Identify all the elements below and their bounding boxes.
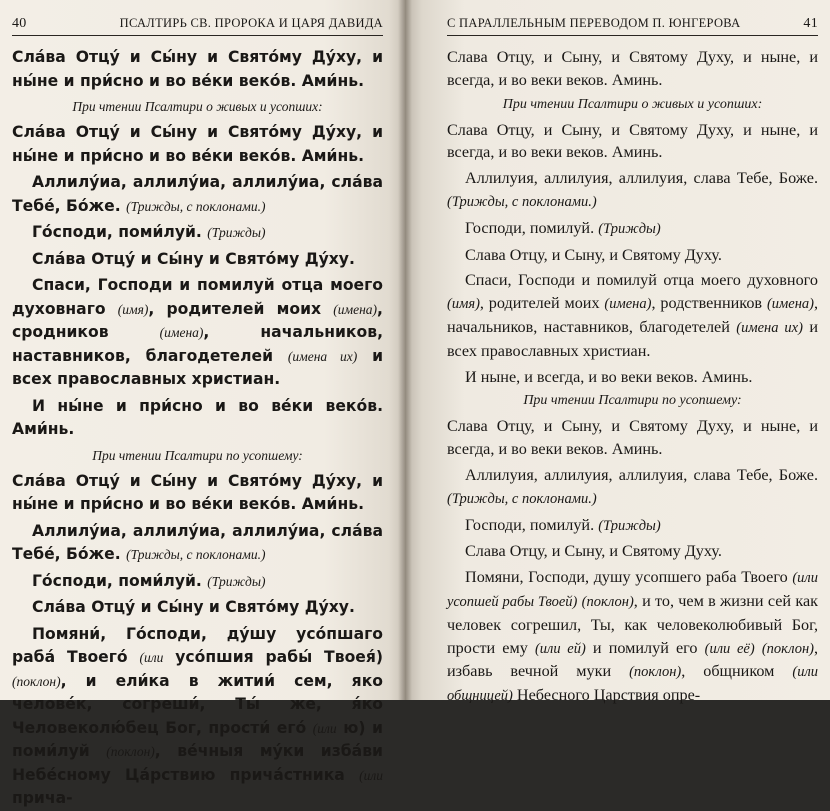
- right-paragraph-12: [447, 566, 818, 708]
- left-p6-note-1: (имя): [117, 301, 149, 317]
- right-p6-e: и всех православных христиан.: [447, 317, 818, 360]
- left-p12-note-1: (или: [139, 650, 164, 665]
- right-p9-text: Аллилуия, аллилуия, аллилуия, слава Тебе, Боже.: [465, 465, 818, 484]
- left-p6-b: , родителей моих: [148, 299, 322, 318]
- right-p12-note-7: (или общницей): [447, 664, 819, 705]
- right-page: [405, 0, 830, 705]
- right-paragraph-11: Слава Отцу, и Сыну, и Святому Духу.: [465, 542, 722, 561]
- left-p6-note-3: (имена): [159, 325, 204, 340]
- left-rubric-2: При чтении Псалтири по усопшему:: [92, 447, 303, 463]
- left-page: [0, 0, 405, 807]
- left-paragraph-8: Сла́ва Отцу́ и Сы́ну и Свято́му Ду́ху, и ны́не и при́сно и во ве́ки веко́в. Ами́нь.: [12, 471, 383, 513]
- left-p12-d: ю) и поми́луй: [12, 718, 383, 760]
- right-p6-c: , родственников: [651, 294, 763, 313]
- right-p12-note-5: (поклон): [761, 640, 814, 657]
- left-p3-note: (Трижды, с поклонами.): [126, 198, 266, 214]
- left-p12-f: прича-: [12, 789, 73, 807]
- right-paragraph-7: И ныне, и всегда, и во веки веков. Аминь.: [465, 367, 753, 386]
- right-p12-note-3: (или ей): [534, 640, 586, 657]
- left-p9-note: (Трижды, с поклонами.): [126, 547, 266, 562]
- right-rubric-1: При чтении Псалтири о живых и усопших:: [502, 96, 763, 112]
- right-p12-note-1: (или усопшей рабы Твоей): [447, 570, 818, 610]
- left-p12-a: Помяни́, Го́споди, ду́шу усо́пшаго раба́ Твоего́: [12, 624, 383, 666]
- right-p12-note-6: (поклон): [629, 664, 682, 681]
- right-p6-b: , родителей моих: [479, 294, 600, 313]
- left-p9-text: Аллилу́иа, аллилу́иа, аллилу́иа, сла́ва Тебе́, Бо́же.: [12, 521, 383, 563]
- left-paragraph-5: Сла́ва Отцу́ и Сы́ну и Свято́му Ду́ху.: [32, 249, 355, 268]
- right-paragraph-6: [447, 269, 818, 362]
- left-paragraph-7: И ны́не и при́сно и во ве́ки веко́в. Ами́нь.: [12, 396, 383, 438]
- left-paragraph-10: [12, 570, 383, 594]
- left-paragraph-2: Сла́ва Отцу́ и Сы́ну и Свято́му Ду́ху, и ны́не и при́сно и во ве́ки веко́в. Ами́нь.: [12, 123, 383, 165]
- right-p12-f: Небесного Царствия опре-: [516, 686, 701, 705]
- right-running-title: С ПАРАЛЛЕЛЬНЫМ ПЕРЕВОДОМ П. ЮНГЕРОВА: [447, 16, 741, 30]
- left-p12-e: , ве́чныя му́ки изба́ви Небе́сному Ца́рствию прича́стника: [12, 742, 383, 784]
- right-paragraph-8: Слава Отцу, и Сыну, и Святому Духу, и ныне, и всегда, и во веки веков. Аминь.: [447, 417, 818, 459]
- right-paragraph-1: Слава Отцу, и Сыну, и Святому Духу, и ныне, и всегда, и во веки веков. Аминь.: [447, 48, 818, 89]
- right-paragraph-10: [447, 514, 818, 538]
- right-p3-note: (Трижды, с поклонами.): [447, 193, 597, 210]
- right-p12-b: , и то, чем в жизни сей как человек согрешил, Ты, как человеколюбивый Бог, прости ему: [447, 591, 819, 657]
- right-page-number: 41: [803, 16, 818, 31]
- right-running-head: [447, 16, 818, 36]
- left-p6-note-2: (имена): [333, 301, 378, 317]
- right-p3-text: Аллилуия, аллилуия, аллилуия, слава Тебе, Боже.: [465, 169, 818, 188]
- left-paragraph-1: Сла́ва Отцу́ и Сы́ну и Свято́му Ду́ху, и ны́не и при́сно и во ве́ки веко́в. Ами́нь.: [12, 48, 383, 90]
- left-p4-text: Го́споди, поми́луй.: [32, 223, 202, 241]
- right-paragraph-3: [447, 167, 818, 214]
- right-p12-note-4: (или её): [704, 640, 755, 657]
- left-p10-note: (Трижды): [207, 573, 266, 589]
- right-paragraph-4: [447, 217, 818, 241]
- left-p12-b: усо́пшия рабы́ Твоея́): [175, 648, 383, 666]
- book-gutter-shadow: [398, 0, 412, 700]
- left-p3-text: Аллилу́иа, аллилу́иа, аллилу́иа, сла́ва Тебе́, Бо́же.: [12, 173, 383, 215]
- left-p4-note: (Трижды): [207, 225, 266, 240]
- left-rubric-1: При чтении Псалтири о живых и усопших:: [72, 99, 323, 114]
- left-p6-d: , начальников, наставников, благодетелей: [12, 323, 383, 365]
- left-paragraph-3: [12, 171, 383, 218]
- left-paragraph-6: [12, 274, 383, 392]
- left-running-head: [12, 16, 383, 36]
- left-p12-note-2: (поклон): [12, 673, 61, 689]
- left-paragraph-9: [12, 520, 383, 567]
- left-p6-note-4: (имена их): [287, 348, 358, 364]
- right-p12-a: Помяни, Господи, душу усопшего раба Твоего: [465, 568, 788, 587]
- right-p12-e: , общником: [681, 662, 775, 681]
- left-p12-note-3: (или: [312, 720, 337, 736]
- left-p6-c: , сродников: [12, 299, 383, 341]
- left-paragraph-11: Сла́ва Отцу́ и Сы́ну и Свято́му Ду́ху.: [32, 598, 355, 616]
- right-p12-c: и помилуй его: [592, 638, 698, 657]
- right-p12-note-2: (поклон): [581, 593, 634, 610]
- left-running-title: ПСАЛТИРЬ СВ. ПРОРОКА И ЦАРЯ ДАВИДА: [119, 16, 383, 30]
- right-p6-note-3: (имена): [766, 296, 814, 313]
- right-rubric-2: При чтении Псалтири по усопшему:: [523, 393, 742, 409]
- right-p9-note: (Трижды, с поклонами.): [447, 490, 597, 507]
- left-page-number: 40: [12, 16, 27, 31]
- right-paragraph-2: Слава Отцу, и Сыну, и Святому Духу, и ныне, и всегда, и во веки веков. Аминь.: [447, 120, 818, 162]
- right-paragraph-9: [447, 464, 818, 511]
- left-paragraph-12: [12, 623, 383, 811]
- left-p12-c: , и ели́ка в житии́ сем, яко челове́к, согреши́, Ты́ же, я́ко Человеколю́бец Бог, прости́ его́: [12, 671, 383, 737]
- right-p6-a: Спаси, Господи и помилуй отца моего духовного: [465, 271, 818, 290]
- left-p6-a: Спаси, Господи и помилуй отца моего духовнаго: [12, 276, 383, 318]
- right-p6-d: , начальников, наставников, благодетелей: [447, 294, 819, 336]
- right-p6-note-1: (имя): [447, 296, 480, 313]
- right-p6-note-2: (имена): [604, 296, 652, 313]
- right-p4-note: (Трижды): [598, 220, 661, 237]
- right-p12-d: , избавь вечной муки: [447, 638, 819, 681]
- left-p10-text: Го́споди, поми́луй.: [32, 571, 202, 590]
- right-p4-text: Господи, помилуй.: [465, 218, 595, 237]
- right-p10-text: Господи, помилуй.: [465, 515, 595, 534]
- left-p6-e: и всех православных христиан.: [12, 346, 384, 388]
- left-p12-note-5: (или: [359, 767, 383, 783]
- right-paragraph-5: Слава Отцу, и Сыну, и Святому Духу.: [465, 245, 722, 264]
- left-paragraph-4: [12, 221, 383, 245]
- right-p10-note: (Трижды): [598, 517, 661, 534]
- right-p6-note-4: (имена их): [736, 319, 803, 336]
- left-p12-note-4: (поклон): [106, 744, 155, 759]
